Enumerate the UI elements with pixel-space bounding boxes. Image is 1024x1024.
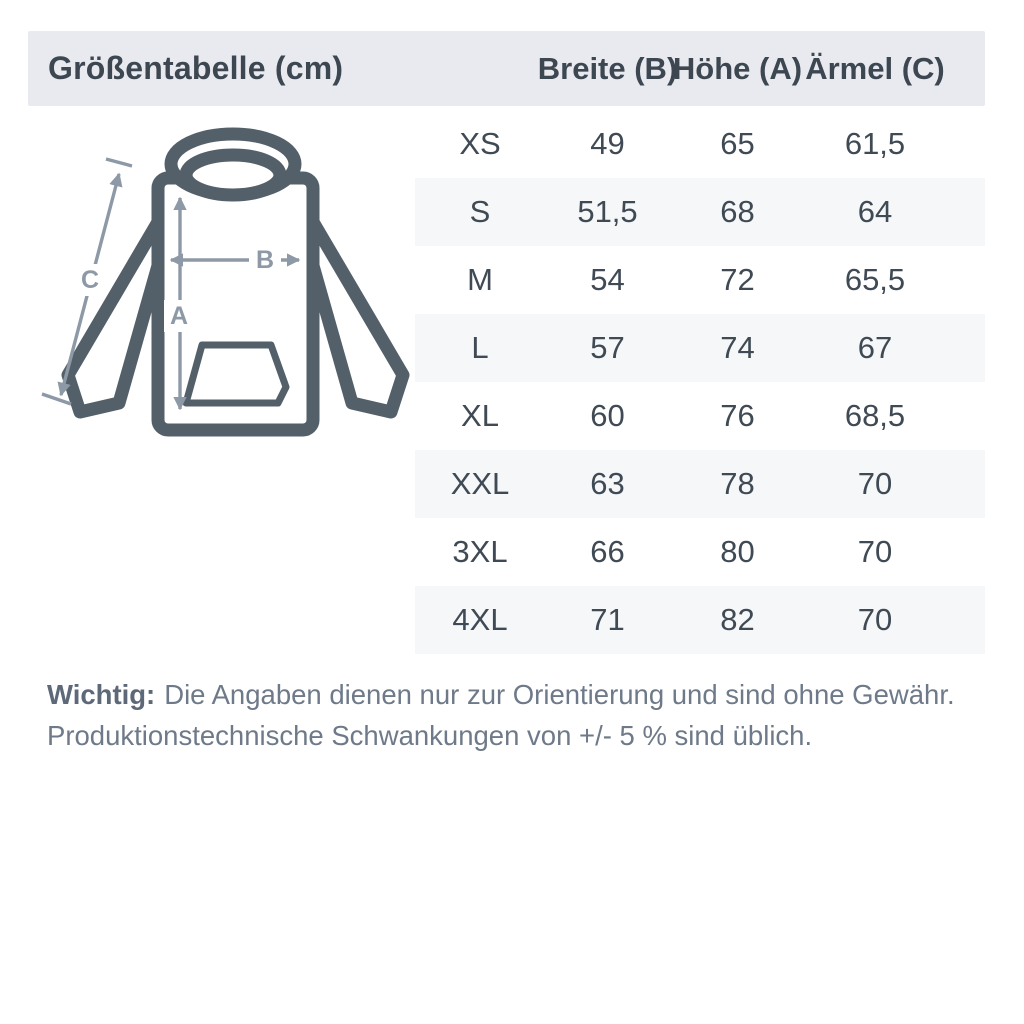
aermel-value: 67: [857, 330, 893, 365]
disclaimer-line-1: [47, 674, 967, 715]
hoehe-value: 74: [720, 330, 755, 365]
hoehe-value: 72: [720, 262, 755, 297]
column-header-aermel: Ärmel (C): [805, 50, 945, 86]
table-row: [415, 450, 985, 518]
disclaimer-text-1: Die Angaben dienen nur zur Orientierung und sind ohne Gewähr.: [164, 679, 955, 710]
table-row: [415, 314, 985, 382]
column-header-breite: Breite (B): [537, 50, 678, 86]
breite-value: 57: [590, 330, 625, 365]
size-label: S: [469, 194, 491, 229]
breite-value: 71: [590, 602, 625, 637]
disclaimer-notice: [47, 674, 967, 756]
table-row: [415, 178, 985, 246]
disclaimer-line-2: Produktionstechnische Schwankungen von +/- 5 % sind üblich.: [47, 720, 813, 751]
disclaimer-important-label: Wichtig:: [47, 679, 156, 710]
size-table: [415, 110, 985, 654]
breite-value: 49: [590, 126, 625, 161]
aermel-value: 70: [857, 534, 893, 569]
table-row: [415, 110, 985, 178]
aermel-value: 68,5: [844, 398, 906, 433]
breite-value: 60: [590, 398, 625, 433]
size-label: 4XL: [452, 602, 508, 637]
table-row: [415, 586, 985, 654]
table-row: [415, 246, 985, 314]
breite-value: 63: [590, 466, 625, 501]
aermel-value: 70: [857, 602, 893, 637]
hoehe-value: 65: [720, 126, 755, 161]
aermel-value: 61,5: [844, 126, 906, 161]
aermel-value: 70: [857, 466, 893, 501]
width-dimension-label: B: [255, 246, 275, 274]
size-label: 3XL: [452, 534, 508, 569]
table-row: [415, 518, 985, 586]
table-row: [415, 382, 985, 450]
sleeve-dimension-label: C: [80, 266, 100, 294]
aermel-value: 65,5: [844, 262, 906, 297]
table-column-headers: [415, 31, 985, 106]
size-label: L: [471, 330, 489, 365]
hoehe-value: 78: [720, 466, 755, 501]
size-label: XL: [461, 398, 499, 433]
hoehe-value: 82: [720, 602, 755, 637]
size-label: XS: [459, 126, 501, 161]
breite-value: 51,5: [577, 194, 638, 229]
column-header-size-empty: [415, 31, 545, 106]
hoehe-value: 80: [720, 534, 755, 569]
breite-value: 54: [590, 262, 625, 297]
hoodie-pocket-outline: [186, 345, 286, 403]
column-header-hoehe: Höhe (A): [672, 50, 803, 86]
hoehe-value: 68: [720, 194, 755, 229]
header-bar: [28, 31, 985, 106]
size-label: M: [467, 262, 493, 297]
size-label: XXL: [450, 466, 510, 501]
breite-value: 66: [590, 534, 625, 569]
height-dimension-label: A: [169, 302, 189, 330]
aermel-value: 64: [857, 194, 893, 229]
hoodie-hood-outline: [171, 134, 295, 195]
hoehe-value: 76: [720, 398, 755, 433]
hoodie-measurement-diagram: [40, 118, 425, 453]
page-title: Größentabelle (cm): [48, 50, 344, 86]
